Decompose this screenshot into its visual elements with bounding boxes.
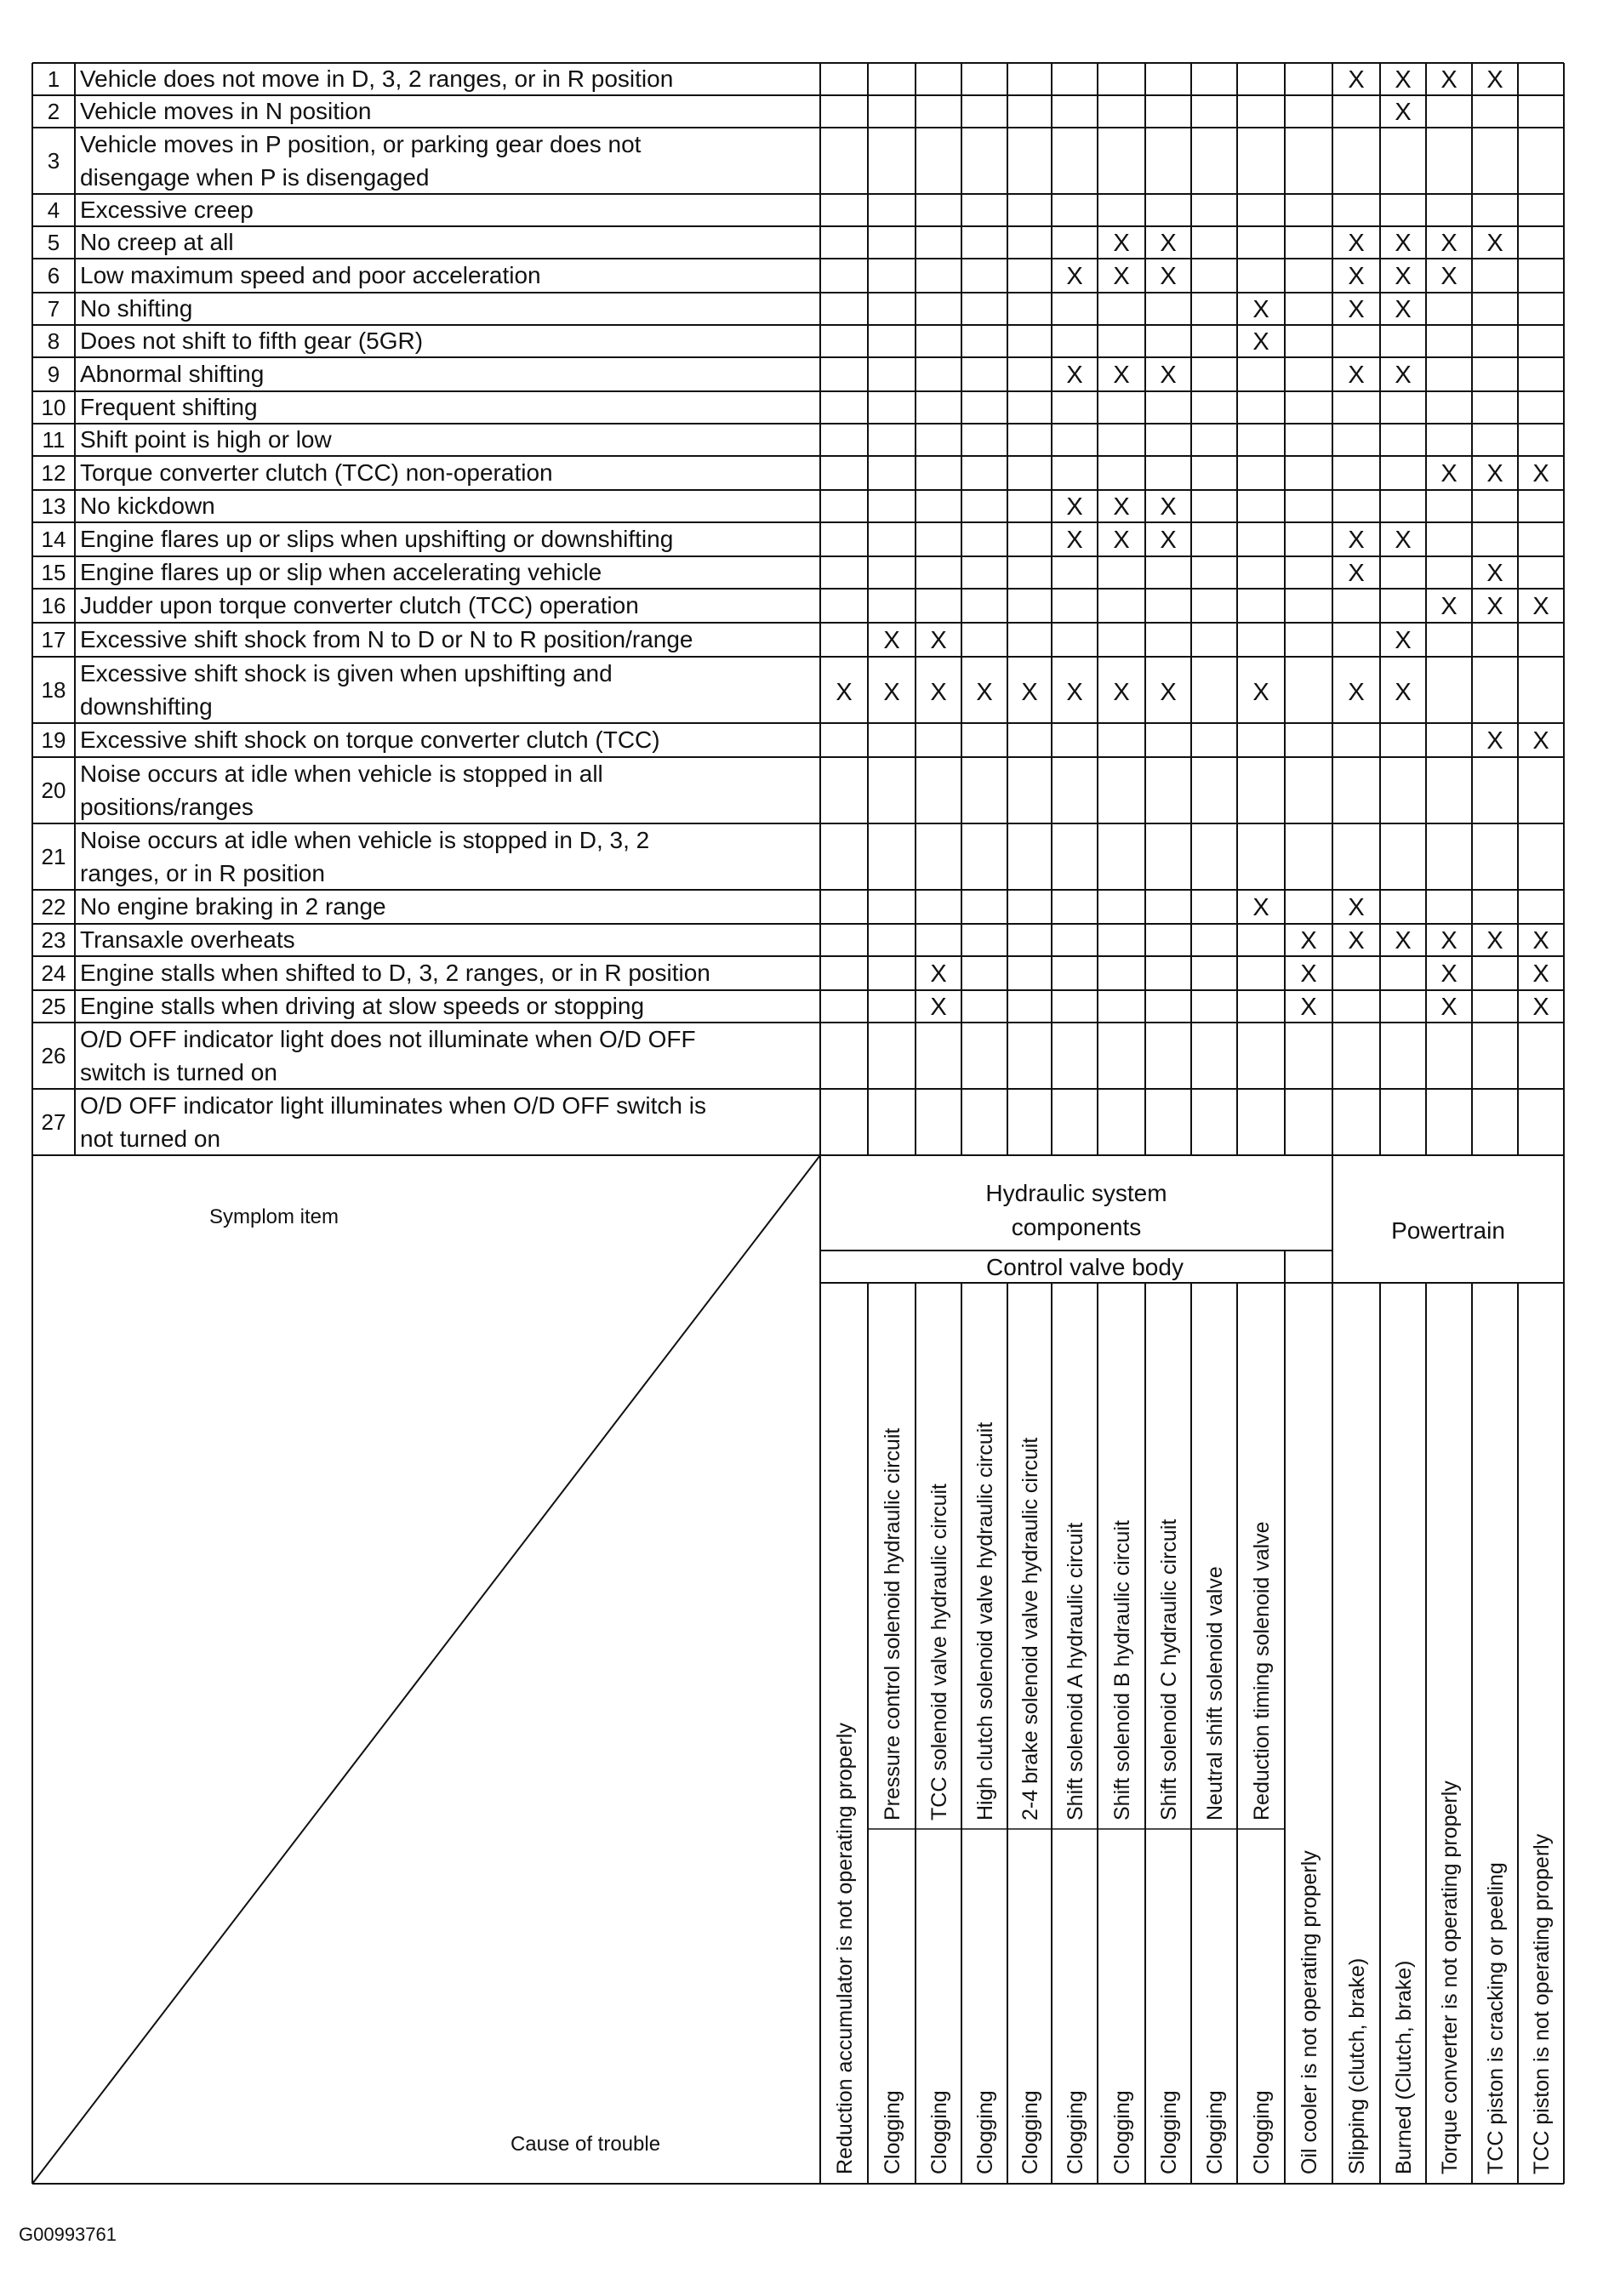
row-number: 22 [41,894,66,920]
symptom-text: Excessive creep [80,197,254,223]
symptom-text: No engine braking in 2 range [80,893,386,920]
column-label: Slipping (clutch, brake) [1345,1957,1369,2174]
table-row [48,197,254,223]
cell-mark: X [883,679,900,706]
column-label: TCC piston is cracking or peeling [1484,1862,1508,2174]
table-row [43,426,333,453]
cell-mark: X [1348,894,1365,921]
table-row [48,328,1269,356]
symptom-text: Frequent shifting [80,394,258,420]
table-row [42,592,1549,620]
row-number: 14 [41,527,66,552]
symptom-text: Shift point is high or low [80,426,332,453]
table-row [42,726,1549,755]
cell-mark: X [1395,679,1412,706]
column-sub-label: Clogging [1250,2090,1274,2174]
row-number: 13 [41,493,66,519]
cell-mark: X [1160,263,1177,290]
column-label: Reduction accumulator is not operating properly [833,1723,857,2174]
cell-mark: X [1440,460,1458,487]
column-label: TCC solenoid valve hydraulic circuit [927,1484,951,1820]
cell-mark: X [1252,894,1269,921]
column-label: Reduction timing solenoid valve [1250,1521,1274,1820]
symptom-text: Does not shift to fifth gear (5GR) [80,328,424,354]
cell-mark: X [1066,527,1083,554]
cell-mark: X [1066,679,1083,706]
table-header [209,1180,1554,2174]
header-diagonal [32,1155,820,2184]
hydraulic-group-title: components [1011,1214,1142,1240]
table-row [42,926,1549,954]
column-header [1157,1519,1181,2174]
cell-mark: X [836,679,853,706]
column-sub-label: Clogging [1203,2090,1227,2174]
cell-mark: X [1160,493,1177,521]
symptom-item-label: Symplom item [208,1205,339,1228]
row-number: 11 [42,427,66,453]
row-number: 16 [41,593,66,618]
table-row [42,459,1549,487]
table-row [42,893,1365,921]
control-valve-group-title: Control valve body [986,1254,1184,1280]
row-number: 27 [41,1109,66,1135]
column-header [1064,1523,1087,2174]
cell-mark: X [1252,296,1269,323]
symptom-text: Low maximum speed and poor acceleration [80,262,541,288]
symptom-text: ranges, or in R position [80,860,325,886]
column-header [833,1723,857,2174]
row-number: 19 [41,727,66,753]
row-number: 5 [47,230,60,255]
column-sub-label: Clogging [973,2090,997,2174]
symptom-text: Vehicle does not move in D, 3, 2 ranges, or in R position [80,66,674,92]
column-label: Shift solenoid C hydraulic circuit [1157,1518,1181,1820]
row-number: 10 [41,395,66,420]
row-number: 21 [41,844,66,869]
column-label: Neutral shift solenoid valve [1203,1566,1227,1820]
symptom-text: No kickdown [80,493,215,519]
table-row [42,493,1177,521]
symptom-text: Excessive shift shock on torque converter clutch (TCC) [80,726,660,753]
table-row [42,761,603,820]
cell-mark: X [1113,263,1130,290]
row-number: 3 [47,148,60,174]
row-number: 2 [47,99,60,124]
cell-mark: X [1348,296,1365,323]
row-number: 24 [41,960,66,986]
row-number: 6 [47,263,60,288]
cell-mark: X [1348,560,1365,587]
row-number: 8 [47,328,60,354]
cell-mark: X [1486,927,1503,954]
cell-mark: X [930,627,947,654]
column-sub-label: Clogging [1064,2090,1087,2174]
table-row [42,626,1412,654]
cell-mark: X [1300,994,1317,1021]
cell-mark: X [1532,593,1549,620]
table-row [42,993,1549,1021]
cell-mark: X [1395,927,1412,954]
cell-mark: X [1160,230,1177,257]
symptom-text: Judder upon torque converter clutch (TCC) operation [80,592,639,618]
cell-mark: X [1532,994,1549,1021]
cell-mark: X [1395,66,1412,94]
column-header [1110,1520,1134,2174]
table-body [42,66,1549,1152]
column-label: Pressure control solenoid hydraulic circuit [881,1427,904,1820]
table-row [42,394,258,420]
symptom-text: O/D OFF indicator light illuminates when O/D OFF switch is [80,1092,706,1119]
cell-mark: X [1113,493,1130,521]
row-number: 15 [41,560,66,585]
symptom-text: not turned on [80,1125,221,1152]
symptom-text: Excessive shift shock from N to D or N to R position/range [80,626,693,652]
table-row [42,1092,706,1152]
cell-mark: X [1532,960,1549,988]
cell-mark: X [1486,727,1503,755]
symptom-text: Vehicle moves in N position [80,98,372,124]
cell-mark: X [1440,927,1458,954]
symptom-text: switch is turned on [80,1059,277,1085]
column-header [1530,1833,1554,2174]
cause-of-trouble-label: Cause of trouble [510,2133,661,2156]
cell-mark: X [1113,527,1130,554]
cell-mark: X [1395,362,1412,389]
row-number: 4 [47,197,60,223]
column-label: Torque converter is not operating properly [1438,1780,1462,2174]
row-number: 25 [41,994,66,1019]
table-row [48,295,1412,323]
symptom-text: Noise occurs at idle when vehicle is stopped in all [80,761,603,787]
cell-mark: X [1300,960,1317,988]
cell-mark: X [1440,994,1458,1021]
table-row [42,960,1549,988]
column-header [1018,1438,1042,2174]
cell-mark: X [1532,927,1549,954]
cell-mark: X [930,679,947,706]
cell-mark: X [1348,362,1365,389]
cell-mark: X [1252,679,1269,706]
symptom-text: No creep at all [80,229,234,255]
cell-mark: X [1486,560,1503,587]
cell-mark: X [1395,99,1412,126]
symptom-text: Excessive shift shock is given when upshifting and [80,660,613,687]
row-number: 26 [41,1043,66,1068]
row-number: 23 [41,927,66,953]
cell-mark: X [1066,362,1083,389]
cell-mark: X [1113,230,1130,257]
cell-mark: X [1486,230,1503,257]
row-number: 18 [41,677,66,703]
symptom-text: downshifting [80,693,213,720]
cell-mark: X [1395,527,1412,554]
table-row [42,526,1412,554]
symptom-text: Noise occurs at idle when vehicle is stopped in D, 3, 2 [80,827,650,853]
row-number: 17 [41,627,66,652]
cell-mark: X [1160,527,1177,554]
row-number: 9 [47,362,60,387]
cell-mark: X [1348,527,1365,554]
cell-mark: X [1348,230,1365,257]
symptom-text: Engine flares up or slips when upshifting or downshifting [80,526,674,552]
symptom-text: Engine flares up or slip when accelerating vehicle [80,559,602,585]
row-number: 7 [47,296,60,322]
cell-mark: X [883,627,900,654]
table-row [42,827,650,886]
column-header [973,1422,997,2174]
cell-mark: X [1440,230,1458,257]
cell-mark: X [1160,362,1177,389]
symptom-text: positions/ranges [80,794,254,820]
cell-mark: X [1395,230,1412,257]
column-header [1203,1566,1227,2174]
cell-mark: X [1486,460,1503,487]
symptom-text: Engine stalls when driving at slow speeds or stopping [80,993,645,1019]
column-header [881,1428,904,2174]
symptom-text: Engine stalls when shifted to D, 3, 2 ranges, or in R position [80,960,710,986]
table-row [42,559,1503,587]
column-header [1298,1850,1321,2174]
symptom-text: Abnormal shifting [80,361,265,387]
symptom-text: Torque converter clutch (TCC) non-operation [80,459,553,486]
cell-mark: X [1113,362,1130,389]
cell-mark: X [1440,960,1458,988]
column-header [1345,1958,1369,2174]
column-sub-label: Clogging [927,2090,951,2174]
column-sub-label: Clogging [1157,2090,1181,2174]
column-sub-label: Clogging [1018,2090,1042,2174]
cell-mark: X [930,994,947,1021]
cell-mark: X [976,679,993,706]
cell-mark: X [1348,263,1365,290]
cell-mark: X [1066,263,1083,290]
table-row [42,660,1412,720]
cell-mark: X [1300,927,1317,954]
symptom-text: No shifting [80,295,193,322]
column-label: Shift solenoid B hydraulic circuit [1110,1520,1134,1820]
table-row [48,262,1458,290]
cell-mark: X [1532,460,1549,487]
column-header [1484,1862,1508,2174]
cell-mark: X [1395,263,1412,290]
symptom-text: Vehicle moves in P position, or parking gear does not [80,131,642,157]
cell-mark: X [1440,593,1458,620]
cell-mark: X [1348,679,1365,706]
column-label: Shift solenoid A hydraulic circuit [1064,1522,1087,1820]
cell-mark: X [1395,296,1412,323]
figure-id: G00993761 [19,2224,117,2245]
powertrain-group-title: Powertrain [1391,1217,1505,1244]
cell-mark: X [1395,627,1412,654]
row-number: 12 [41,460,66,486]
row-number: 20 [41,778,66,803]
symptom-text: Transaxle overheats [80,926,295,953]
cell-mark: X [1113,679,1130,706]
cell-mark: X [1021,679,1038,706]
cell-mark: X [1486,593,1503,620]
cell-mark: X [1532,727,1549,755]
cell-mark: X [1252,328,1269,356]
cell-mark: X [1440,263,1458,290]
table-row [48,131,642,191]
cell-mark: X [1160,679,1177,706]
column-header [1438,1780,1462,2174]
cell-mark: X [930,960,947,988]
column-label: 2-4 brake solenoid valve hydraulic circuit [1018,1437,1042,1820]
column-label: TCC piston is not operating properly [1530,1833,1554,2174]
column-sub-label: Clogging [881,2090,904,2174]
symptom-text: disengage when P is disengaged [80,164,430,191]
cell-mark: X [1348,66,1365,94]
table-row [42,1026,696,1085]
column-label: Oil cooler is not operating properly [1298,1850,1321,2174]
column-label: Burned (Clutch, brake) [1392,1960,1416,2174]
table-row [48,361,1412,389]
hydraulic-group-title: Hydraulic system [985,1180,1167,1206]
cell-mark: X [1440,66,1458,94]
table-row [48,98,1412,126]
row-number: 1 [47,66,60,92]
column-sub-label: Clogging [1110,2090,1134,2174]
column-header [1392,1960,1416,2174]
cell-mark: X [1486,66,1503,94]
column-label: High clutch solenoid valve hydraulic circuit [973,1421,997,1820]
column-header [1250,1521,1274,2174]
symptom-text: O/D OFF indicator light does not illuminate when O/D OFF [80,1026,696,1052]
cell-mark: X [1066,493,1083,521]
cell-mark: X [1348,927,1365,954]
